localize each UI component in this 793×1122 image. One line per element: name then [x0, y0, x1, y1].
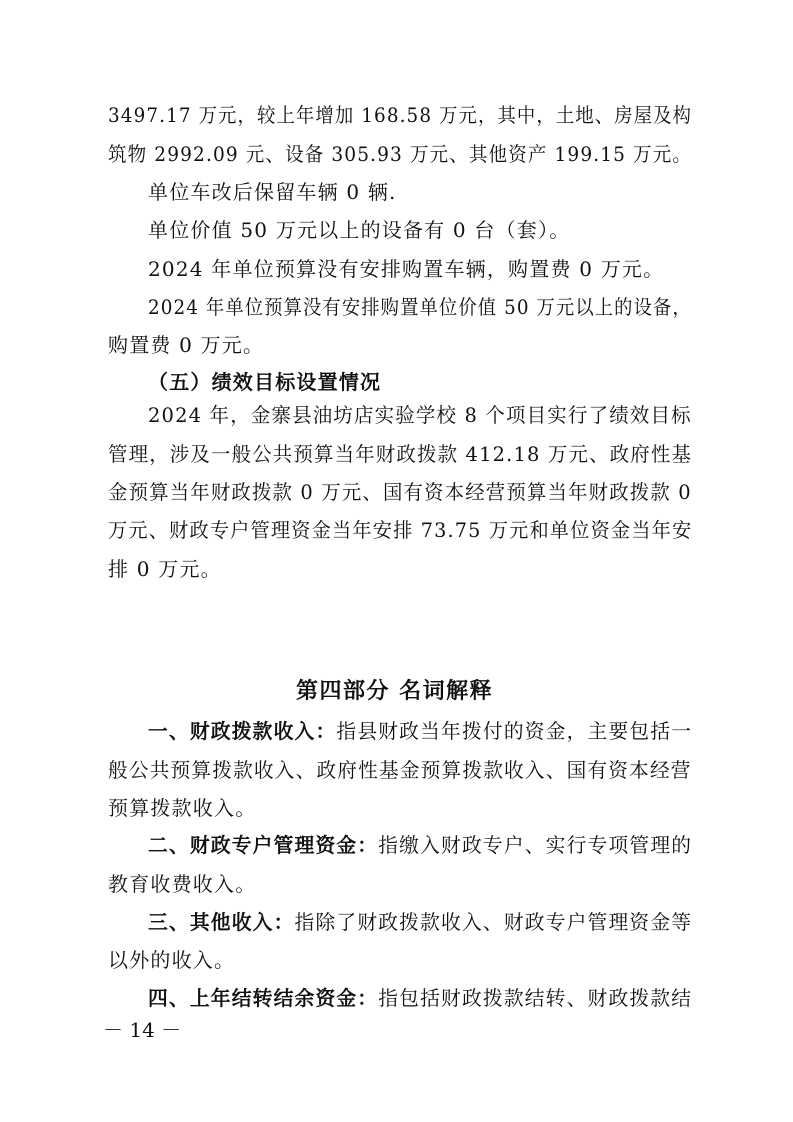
paragraph-line: 以外的收入。 — [108, 948, 236, 972]
paragraph-line: 购置费 0 万元。 — [108, 333, 265, 357]
paragraph-line: 单位价值 50 万元以上的设备有 0 台（套）。 — [148, 218, 571, 242]
page-number: － 14 － — [103, 1018, 182, 1042]
part-title: 第四部分 名词解释 — [296, 679, 494, 704]
glossary-item — [148, 908, 692, 936]
section-heading: （五）绩效目标设置情况 — [148, 370, 382, 394]
paragraph-line: 预算拨款收入。 — [108, 796, 257, 820]
glossary-item — [148, 984, 692, 1012]
paragraph-line: 般公共预算拨款收入、政府性基金预算拨款收入、国有资本经营 — [108, 758, 692, 782]
paragraph-line: 2024 年，金寨县油坊店实验学校 8 个项目实行了绩效目标 — [148, 403, 692, 427]
glossary-term: 一、财政拨款收入： — [148, 719, 337, 743]
paragraph-line: 2024 年单位预算没有安排购置车辆，购置费 0 万元。 — [148, 257, 665, 281]
glossary-item — [148, 831, 692, 859]
paragraph-line: 排 0 万元。 — [108, 557, 222, 581]
glossary-term: 二、财政专户管理资金： — [148, 833, 379, 857]
paragraph-line: 3497.17 万元，较上年增加 168.58 万元，其中，土地、房屋及构 — [108, 103, 693, 127]
paragraph-line: 管理，涉及一般公共预算当年财政拨款 412.18 万元、政府性基 — [108, 442, 693, 466]
glossary-term: 三、其他收入： — [148, 910, 295, 934]
glossary-definition: 指包括财政拨款结转、财政拨款结 — [378, 986, 693, 1010]
glossary-definition: 指缴入财政专户、实行专项管理的 — [378, 833, 693, 857]
glossary-term: 四、上年结转结余资金： — [148, 986, 379, 1010]
paragraph-line: 金预算当年财政拨款 0 万元、国有资本经营预算当年财政拨款 0 — [108, 480, 692, 504]
paragraph-line: 筑物 2992.09 元、设备 305.93 万元、其他资产 199.15 万元。 — [108, 142, 693, 166]
paragraph-line: 万元、财政专户管理资金当年安排 73.75 万元和单位资金当年安 — [108, 518, 693, 542]
glossary-definition: 指县财政当年拨付的资金，主要包括一 — [336, 719, 693, 743]
paragraph-line: 教育收费收入。 — [108, 872, 257, 896]
glossary-definition: 指除了财政拨款收入、财政专户管理资金等 — [294, 910, 693, 934]
paragraph-line: 2024 年单位预算没有安排购置单位价值 50 万元以上的设备， — [148, 295, 692, 319]
glossary-item — [148, 717, 692, 745]
paragraph-line: 单位车改后保留车辆 0 辆. — [148, 180, 397, 204]
